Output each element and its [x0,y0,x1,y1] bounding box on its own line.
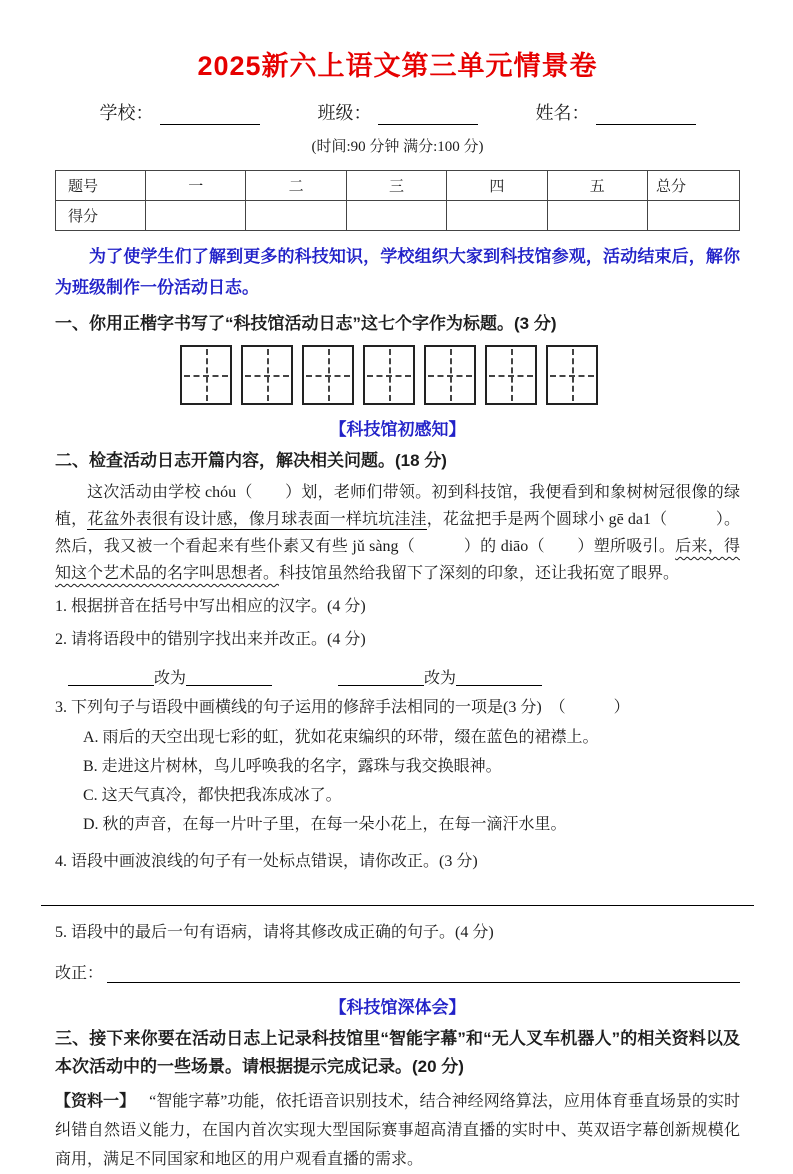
score-empty-cell[interactable] [146,201,246,231]
score-table [55,170,740,231]
question-5: 5. 语段中的最后一句有语病，请将其修改成正确的句子。(4 分) [55,924,494,941]
question-3-option-d: D. 秋的声音，在每一片叶子里，在每一朵小花上，在每一滴汗水里。 [83,816,567,833]
passage-segment: 科技馆虽然给我留下了深刻的印象，还让我拓宽了眼界。 [279,565,680,582]
scenario-intro: 为了使学生们了解到更多的科技知识，学校组织大家到科技馆参观，活动结束后，解你为班级制作一份活动日志。 [55,247,740,297]
writing-box[interactable] [241,345,293,405]
score-empty-cell[interactable] [246,201,346,231]
section2-heading: 二、检查活动日志开篇内容，解决相关问题。(18 分) [55,451,447,470]
passage-segment: ，花盆把手是两个圆球小 gē da1（ ）。然后，我又被一个看起来有些仆素又有些 jǔ sàng（ ）的 diāo（ ）塑所吸引。 [55,511,740,555]
score-empty-cell[interactable] [346,201,446,231]
question-1: 1. 根据拼音在括号中写出相应的汉字。(4 分) [55,598,366,615]
question-2-answer-row [68,665,740,688]
class-label: 班级： [317,103,372,123]
section1-heading: 一、你用正楷字书写了“科技馆活动日志”这七个字作为标题。(3 分) [55,314,557,333]
name-label: 姓名： [535,103,590,123]
writing-grid-row [180,345,740,405]
question-2: 2. 请将语段中的错别字找出来并改正。(4 分) [55,631,366,648]
banner-deep-experience: 【科技馆深体会】 [329,998,466,1017]
class-field [318,99,478,125]
question-3: 3. 下列句子与语段中画横线的句子运用的修辞手法相同的一项是(3 分) （ ） [55,699,630,716]
score-empty-cell[interactable] [447,201,547,231]
score-header-cell: 五 [547,171,647,201]
score-row-label: 得分 [56,201,146,231]
school-label: 学校： [99,103,154,123]
school-field [100,99,260,125]
student-info-row [55,99,740,125]
score-header-cell: 题号 [56,171,146,201]
question-4: 4. 语段中画波浪线的句子有一处标点错误，请你改正。(3 分) [55,853,478,870]
class-input-line[interactable] [378,107,478,125]
answer-blank[interactable] [186,670,272,686]
answer-blank[interactable] [456,670,542,686]
score-table-score-row [56,201,740,231]
question-5-answer-row [55,960,740,983]
section3-heading: 三、接下来你要在活动日志上记录科技馆里“智能字幕”和“无人叉车机器人”的相关资料以及本次活动中的一些场景。请根据提示完成记录。(20 分) [55,1029,740,1076]
answer-blank[interactable] [68,670,154,686]
exam-duration-score: (时间:90 分钟 满分:100 分) [311,139,484,155]
writing-box[interactable] [546,345,598,405]
score-header-cell: 三 [346,171,446,201]
answer-line[interactable] [41,905,754,906]
correction-label: 改正： [55,965,104,982]
answer-blank[interactable] [338,670,424,686]
score-empty-cell[interactable] [547,201,647,231]
change-to-label: 改为 [154,670,187,687]
writing-box[interactable] [485,345,537,405]
score-header-cell: 四 [447,171,547,201]
question-3-option-c: C. 这天气真冷，都快把我冻成冰了。 [83,787,342,804]
change-to-label: 改为 [424,670,457,687]
score-header-cell: 二 [246,171,346,201]
name-input-line[interactable] [596,107,696,125]
writing-box[interactable] [302,345,354,405]
score-header-cell: 一 [146,171,246,201]
score-empty-cell[interactable] [648,201,740,231]
name-field [536,99,696,125]
answer-line[interactable] [107,965,740,983]
question-3-option-b: B. 走进这片树林，鸟儿呼唤我的名字，露珠与我交换眼神。 [83,758,502,775]
school-input-line[interactable] [160,107,260,125]
material-1-label: 【资料一】 [55,1093,136,1110]
score-table-header-row [56,171,740,201]
material-1-paragraph [55,1087,740,1174]
writing-box[interactable] [180,345,232,405]
banner-first-impression: 【科技馆初感知】 [329,420,466,439]
passage-segment: 这次活动由学校 chóu（ ）划，老师们带领。初到科技馆，我便看到和象树树冠很像的绿植， [55,484,740,528]
reading-passage [55,479,740,587]
material-1-text: “智能字幕”功能，依托语音识别技术，结合神经网络算法，应用体育垂直场景的实时纠错自然语义能力，在国内首次实现大型国际赛事超高清直播的实时中、英双语字幕创新规模化商用，满足不同国家和地区的用户观看直播的需求。 [55,1093,740,1168]
writing-box[interactable] [424,345,476,405]
passage-underlined-segment: 花盆外表很有设计感，像月球表面一样坑坑洼洼 [87,511,427,528]
passage-wavy-segment: 后来，得知这个艺术品的名字叫思想者。 [55,538,740,582]
question-3-option-a: A. 雨后的天空出现七彩的虹，犹如花束编织的环带，缀在蓝色的裙襟上。 [83,729,599,746]
writing-box[interactable] [363,345,415,405]
score-header-cell: 总分 [648,171,740,201]
page-title: 2025新六上语文第三单元情景卷 [197,51,598,81]
